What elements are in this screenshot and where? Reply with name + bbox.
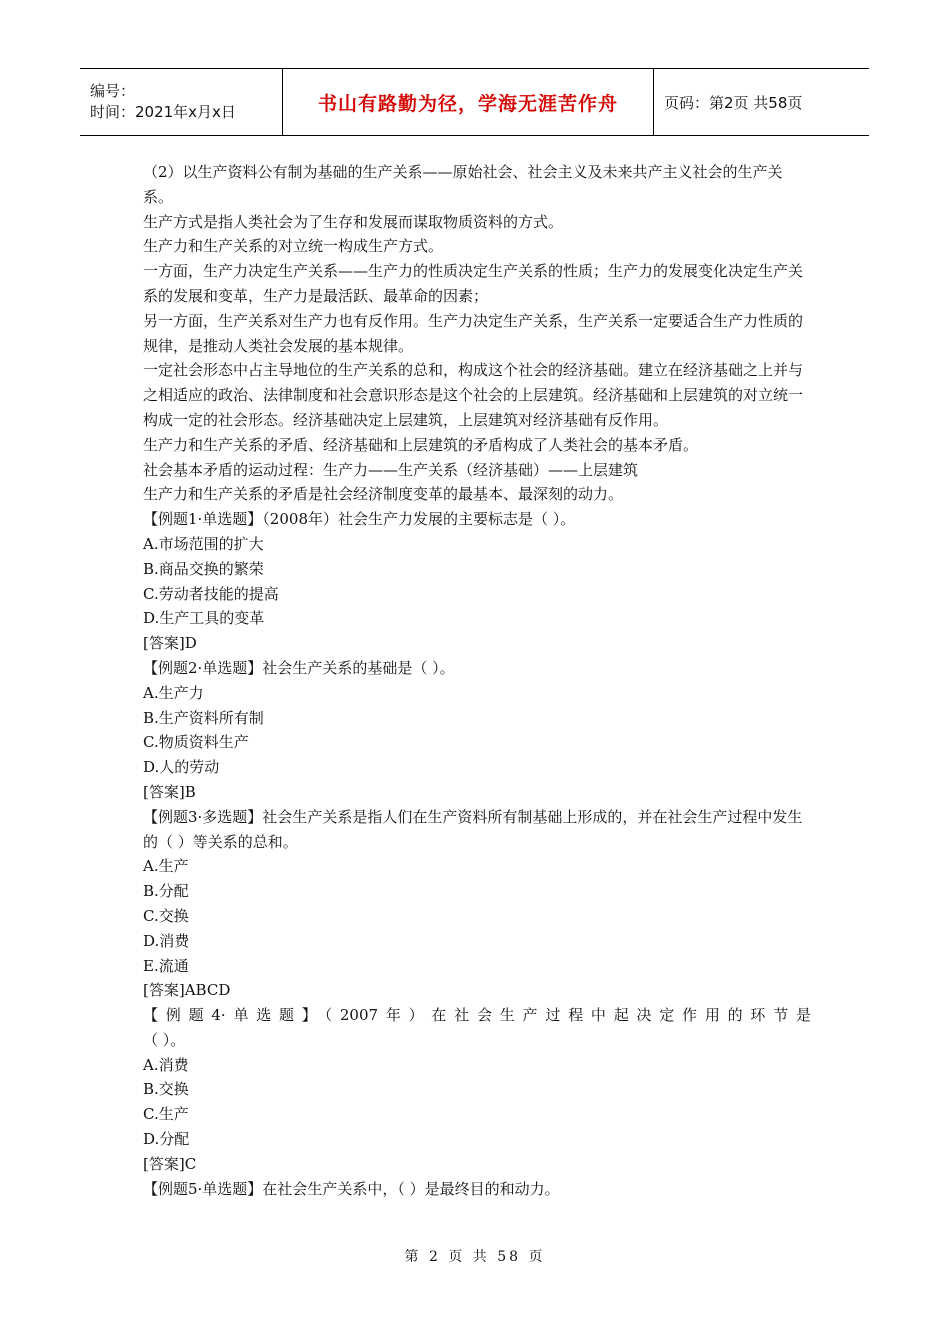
question-3 <box>143 805 811 1003</box>
question-stem: 【例题4·单选题】（2007年）在社会生产过程中起决定作用的环节是 <box>143 1006 811 1025</box>
question-4 <box>143 1003 811 1177</box>
answer: [答案]ABCD <box>143 981 231 1000</box>
motto-text: 书山有路勤为径，学海无涯苦作舟 <box>317 92 618 115</box>
option: D.生产工具的变革 <box>143 609 265 628</box>
paragraph: 生产力和生产关系的矛盾、经济基础和上层建筑的矛盾构成了人类社会的基本矛盾。 <box>143 435 699 454</box>
paragraph: （2）以生产资料公有制为基础的生产关系——原始社会、社会主义及未来共产主义社会的生产关系。 <box>143 163 783 206</box>
question-stem-cont: （ ）。 <box>143 1030 186 1049</box>
paragraph: 另一方面，生产关系对生产力也有反作用。生产力决定生产关系，生产关系一定要适合生产力性质的规律，是推动人类社会发展的基本规律。 <box>143 311 804 355</box>
option: B.生产资料所有制 <box>143 708 264 727</box>
option: D.人的劳动 <box>143 758 220 777</box>
header-table <box>80 68 869 136</box>
question-5 <box>143 1177 811 1202</box>
code-label: 编号： <box>90 82 136 100</box>
paragraph: 生产力和生产关系的矛盾是社会经济制度变革的最基本、最深刻的动力。 <box>143 485 624 504</box>
question-1 <box>143 507 811 656</box>
answer: [答案]C <box>143 1154 197 1173</box>
paragraph: 一定社会形态中占主导地位的生产关系的总和，构成这个社会的经济基础。建立在经济基础之上并与之相适应的政治、法律制度和社会意识形态是这个社会的上层建筑。经济基础和上层建筑的对立统一构成一定的社会形态。经济基础决定上层建筑，上层建筑对经济基础有反作用。 <box>143 361 804 429</box>
question-2 <box>143 656 811 805</box>
question-stem: 【例题3·多选题】社会生产关系是指人们在生产资料所有制基础上形成的，并在社会生产过程中发生的（ ）等关系的总和。 <box>143 807 803 851</box>
option: D.消费 <box>143 931 190 950</box>
option: C.交换 <box>143 906 189 925</box>
option: C.物质资料生产 <box>143 733 249 752</box>
option: B.商品交换的繁荣 <box>143 559 264 578</box>
option: E.流通 <box>143 956 189 975</box>
paragraph: 社会基本矛盾的运动过程：生产力——生产关系（经济基础）——上层建筑 <box>143 460 639 479</box>
option: B.交换 <box>143 1080 189 1099</box>
question-stem: 【例题2·单选题】社会生产关系的基础是（ ）。 <box>143 658 455 677</box>
option: A.生产力 <box>143 683 204 702</box>
header-motto-cell <box>282 69 654 135</box>
paragraph: 生产方式是指人类社会为了生存和发展而谋取物质资料的方式。 <box>143 212 564 231</box>
option: D.分配 <box>143 1130 190 1149</box>
question-stem: 【例题1·单选题】（2008年）社会生产力发展的主要标志是（ ）。 <box>143 510 576 529</box>
page-footer: 第 2 页 共 58 页 <box>404 1249 546 1265</box>
question-stem: 【例题5·单选题】在社会生产关系中，（ ）是最终目的和动力。 <box>143 1179 560 1198</box>
document-body <box>143 160 811 1201</box>
date-label: 时间：2021年x月x日 <box>90 103 236 121</box>
header-left-cell <box>80 69 282 135</box>
option: A.消费 <box>143 1055 189 1074</box>
option: B.分配 <box>143 882 189 901</box>
answer: [答案]B <box>143 782 196 801</box>
option: C.劳动者技能的提高 <box>143 584 279 603</box>
page-label: 页码：第2页 共58页 <box>664 93 803 112</box>
option: A.市场范围的扩大 <box>143 534 264 553</box>
header-right-cell <box>654 69 869 135</box>
answer: [答案]D <box>143 634 197 653</box>
option: C.生产 <box>143 1105 189 1124</box>
option: A.生产 <box>143 857 189 876</box>
paragraph: 生产力和生产关系的对立统一构成生产方式。 <box>143 237 444 256</box>
paragraph: 一方面，生产力决定生产关系——生产力的性质决定生产关系的性质；生产力的发展变化决定生产关系的发展和变革，生产力是最活跃、最革命的因素； <box>143 262 804 305</box>
